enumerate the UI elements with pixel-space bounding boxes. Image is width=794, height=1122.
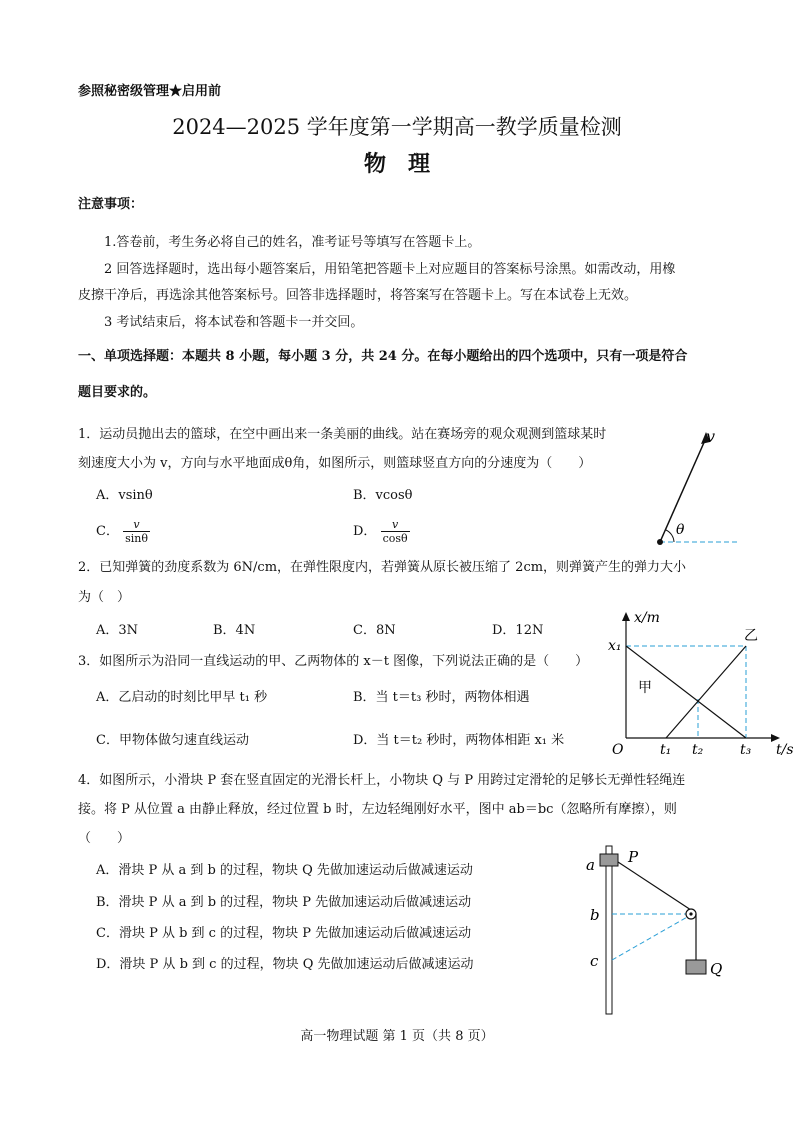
secret-level-label: 参照秘密级管理★启用前 — [78, 84, 222, 99]
q2-option-b: B．4N — [213, 623, 256, 638]
q4-stem-line-1: 4．如图所示，小滑块 P 套在竖直固定的光滑长杆上，小物块 Q 与 P 用跨过定滑轮的足够长无弹性轻绳连 — [78, 773, 686, 788]
jia-label: 甲 — [638, 680, 652, 696]
yi-label: 乙 — [744, 628, 758, 644]
notice-title: 注意事项： — [78, 197, 144, 212]
q4-option-d: D．滑块 P 从 b 到 c 的过程，物块 Q 先做加速运动后做减速运动 — [96, 957, 474, 972]
q1-option-d: D． $\frac{v}{\cos\theta}$ — [353, 518, 408, 545]
exam-title: 2024—2025 学年度第一学期高一教学质量检测 — [172, 115, 622, 139]
slider-p — [600, 854, 618, 866]
t2-label: t₂ — [692, 742, 704, 758]
subject-title: 物 理 — [363, 151, 430, 177]
theta-label: θ — [676, 522, 685, 538]
q3-option-b: B．当 t＝t₃ 秒时，两物体相遇 — [353, 690, 530, 705]
q1-stem-line-1: 1．运动员抛出去的篮球，在空中画出来一条美丽的曲线。站在赛场旁的观众观测到篮球某时 — [78, 427, 607, 442]
notice-item-2-line-2: 皮擦干净后，再选涂其他答案标号。回答非选择题时，将答案写在答题卡上。写在本试卷上无效。 — [78, 288, 638, 303]
q2-option-a: A．3N — [96, 623, 139, 638]
y-axis-arrow — [622, 612, 630, 621]
rope-p-pulley — [618, 862, 691, 910]
q3-option-a: A．乙启动的时刻比甲早 t₁ 秒 — [96, 690, 268, 705]
y-axis-label: x/m — [634, 610, 660, 626]
label-p: P — [628, 848, 639, 866]
q3-option-c: C．甲物体做匀速直线运动 — [96, 733, 249, 748]
t3-label: t₃ — [740, 742, 752, 758]
block-q — [686, 960, 706, 974]
q1-option-b: B．vcosθ — [353, 488, 413, 503]
q1-stem-line-2: 刻速度大小为 v，方向与水平地面成θ角，如图所示，则篮球竖直方向的分速度为（ ） — [78, 456, 592, 471]
q1-option-a: A．vsinθ — [96, 488, 153, 503]
pulley-axle — [689, 912, 692, 915]
angle-arc — [666, 530, 674, 542]
q4-option-b: B．滑块 P 从 a 到 b 的过程，物块 P 先做加速运动后做减速运动 — [96, 895, 472, 910]
q4-pulley-diagram — [582, 840, 732, 1020]
notice-item-1: 1.答卷前，考生务必将自己的姓名，准考证号等填写在答题卡上。 — [104, 235, 481, 250]
q2-stem-line-2: 为（ ） — [78, 590, 131, 605]
vertical-rod — [606, 846, 612, 1014]
x-axis-arrow — [771, 734, 780, 742]
q4-stem-line-2: 接。将 P 从位置 a 由静止释放，经过位置 b 时，左边轻绳刚好水平，图中 ab＝bc（忽略所有摩擦），则 — [78, 802, 677, 817]
q1-option-c: C． $\frac{v}{\sin\theta}$ — [96, 518, 148, 545]
v-label: v — [706, 427, 716, 446]
section-1-heading-line-2: 题目要求的。 — [78, 385, 157, 400]
q4-stem-line-3: （ ） — [78, 831, 131, 846]
page-footer: 高一物理试题 第 1 页（共 8 页） — [300, 1029, 494, 1044]
x1-label: x₁ — [608, 638, 622, 654]
c-dashed-line — [612, 916, 689, 960]
origin-label: O — [612, 742, 624, 758]
q1-velocity-diagram — [640, 420, 750, 555]
q4-option-a: A．滑块 P 从 a 到 b 的过程，物块 Q 先做加速运动后做减速运动 — [96, 863, 473, 878]
label-q: Q — [710, 960, 723, 978]
label-b: b — [590, 906, 600, 924]
notice-item-2-line-1: 2 回答选择题时，选出每小题答案后，用铅笔把答题卡上对应题目的答案标号涂黑。如需改动，用橡 — [104, 262, 676, 277]
q2-option-c: C．8N — [353, 623, 396, 638]
t1-label: t₁ — [660, 742, 672, 758]
q2-stem-line-1: 2．已知弹簧的劲度系数为 6N/cm，在弹性限度内，若弹簧从原长被压缩了 2cm，则弹簧产生的弹力大小 — [78, 560, 687, 575]
q2-option-d: D．12N — [492, 623, 544, 638]
ball-point — [657, 539, 663, 545]
section-1-heading-line-1: 一、单项选择题：本题共 8 小题，每小题 3 分，共 24 分。在每小题给出的四个选项中，只有一项是符合 — [78, 349, 688, 364]
q3-option-d: D．当 t＝t₂ 秒时，两物体相距 x₁ 米 — [353, 733, 565, 748]
notice-item-3: 3 考试结束后，将本试卷和答题卡一并交回。 — [104, 315, 364, 330]
label-a: a — [586, 856, 595, 874]
yi-line — [666, 646, 746, 738]
x-axis-label: t/s — [776, 742, 794, 758]
q3-xt-graph — [598, 608, 794, 758]
q3-stem: 3．如图所示为沿同一直线运动的甲、乙两物体的 x－t 图像，下列说法正确的是（ ） — [78, 654, 589, 669]
q4-option-c: C．滑块 P 从 b 到 c 的过程，物块 P 先做加速运动后做减速运动 — [96, 926, 472, 941]
label-c: c — [590, 952, 599, 970]
